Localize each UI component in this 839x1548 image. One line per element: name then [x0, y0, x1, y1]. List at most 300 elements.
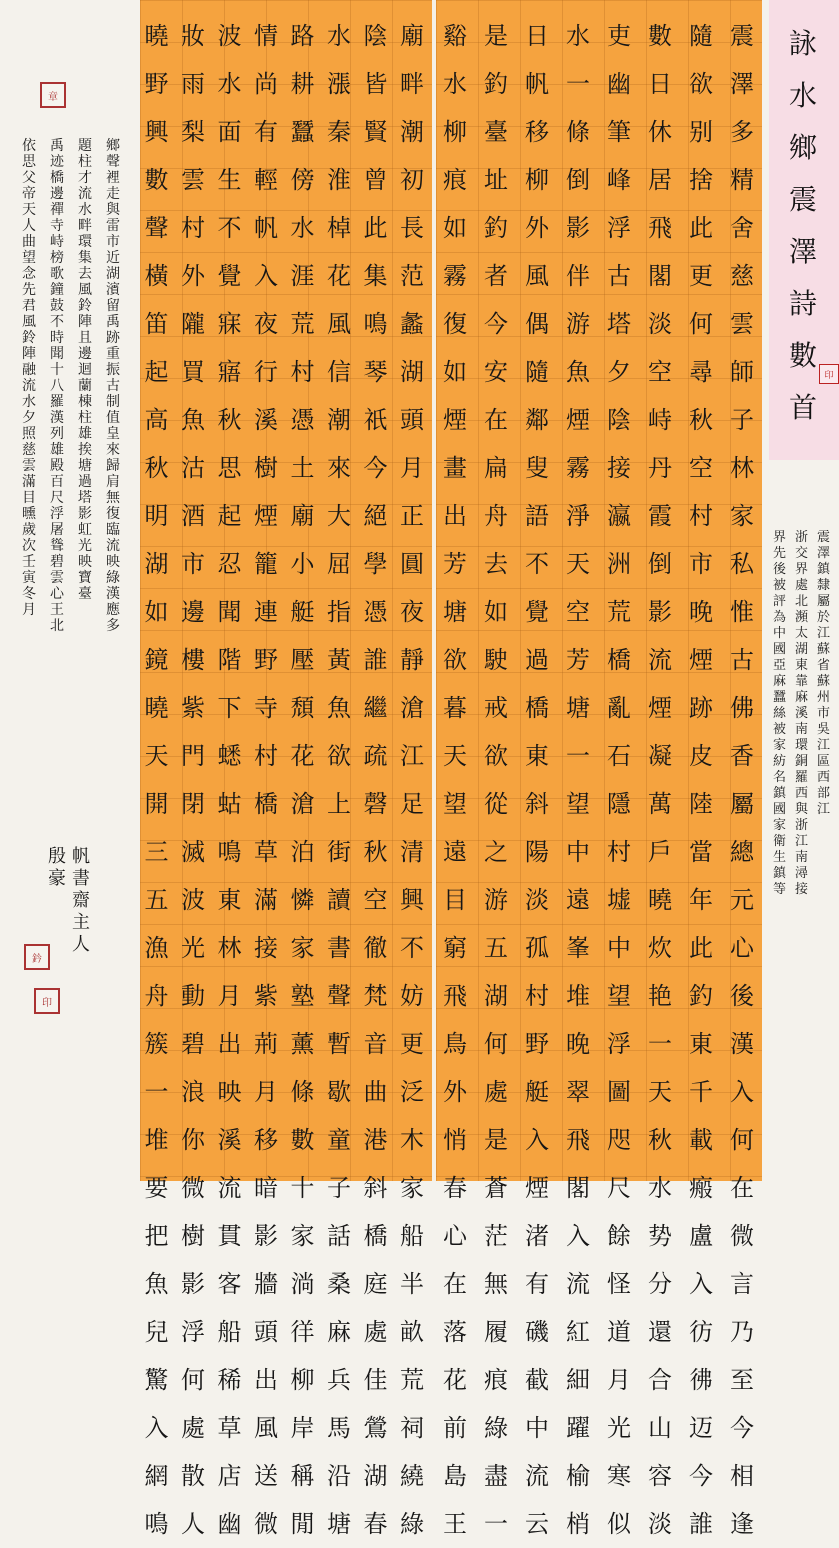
poem-char: 望	[607, 982, 631, 1010]
poem-char: 淨	[566, 502, 590, 530]
right-note-char: 亞	[773, 658, 787, 673]
left-note-char: 留	[106, 298, 120, 314]
right-note-char: 衛	[773, 834, 787, 849]
left-note-char: 滿	[22, 474, 36, 490]
poem-char: 月	[217, 982, 242, 1010]
poem-char: 居	[648, 166, 672, 194]
poem-char: 翠	[566, 1078, 590, 1106]
poem-char: 湖	[400, 358, 424, 386]
poem-char: 滄	[290, 790, 315, 818]
right-note-char: 國	[773, 642, 787, 657]
poem-char: 躍	[566, 1414, 590, 1442]
left-note-char: 目	[22, 490, 36, 506]
poem-char: 安	[484, 358, 508, 386]
poem-char: 戶	[648, 838, 672, 866]
poem-char: 高	[144, 406, 169, 434]
poem-char: 日	[648, 70, 672, 98]
left-note-column	[106, 138, 120, 798]
poem-char: 移	[254, 1126, 278, 1154]
poem-char: 梵	[363, 982, 388, 1010]
left-note-char: 映	[78, 554, 92, 570]
main-poem-column	[558, 0, 598, 1538]
poem-char: 墟	[607, 886, 631, 914]
poem-char: 面	[217, 118, 242, 146]
left-note-char: 集	[78, 250, 92, 266]
poem-char: 凝	[648, 742, 672, 770]
poem-char: 村	[607, 838, 631, 866]
poem-char: 影	[648, 598, 672, 626]
left-note-char: 不	[50, 314, 64, 330]
poem-char: 兒	[144, 1318, 169, 1346]
poem-char: 跡	[689, 694, 713, 722]
poem-char: 霞	[648, 502, 672, 530]
poem-char: 林	[217, 934, 242, 962]
poem-char: 師	[730, 358, 754, 386]
poem-char: 賢	[363, 118, 388, 146]
poem-char: 足	[400, 790, 424, 818]
poem-char: 彷	[689, 1318, 713, 1346]
poem-char: 中	[607, 934, 631, 962]
main-poem-column	[722, 0, 762, 1538]
left-note-char: 慈	[22, 442, 36, 458]
poem-char: 流	[566, 1270, 590, 1298]
main-poem-column	[681, 0, 721, 1538]
left-note-char: 橋	[50, 170, 64, 186]
left-note-char: 王	[50, 602, 64, 618]
poem-char: 望	[566, 790, 590, 818]
poem-char: 吏	[607, 22, 631, 50]
main-poem-column	[246, 0, 286, 1538]
poem-char: 雲	[730, 310, 754, 338]
poem-char: 目	[443, 886, 467, 914]
poem-char: 湖	[484, 982, 508, 1010]
poem-char: 店	[217, 1462, 242, 1490]
signature-column	[48, 846, 66, 976]
poem-char: 你	[181, 1126, 205, 1154]
poem-char: 入	[144, 1414, 169, 1442]
poem-char: 隨	[689, 22, 713, 50]
poem-char: 話	[327, 1222, 351, 1250]
poem-char: 紅	[566, 1318, 590, 1346]
poem-char: 童	[327, 1126, 351, 1154]
poem-char: 夜	[400, 598, 424, 626]
poem-char: 蠡	[400, 310, 424, 338]
poem-char: 煙	[566, 406, 590, 434]
poem-char: 秋	[648, 1126, 672, 1154]
left-note-char: 雲	[22, 458, 36, 474]
poem-char: 東	[689, 1030, 713, 1058]
poem-char: 繞	[400, 1462, 424, 1490]
poem-char: 佳	[363, 1366, 388, 1394]
right-note-char: 太	[795, 626, 809, 641]
poem-char: 入	[254, 262, 278, 290]
left-note-char: 跡	[106, 330, 120, 346]
poem-char: 覺	[525, 598, 549, 626]
poem-char: 出	[217, 1030, 242, 1058]
poem-char: 祠	[400, 1414, 424, 1442]
poem-char: 倒	[566, 166, 590, 194]
right-note-char: 先	[773, 546, 787, 561]
right-note-char: 生	[773, 850, 787, 865]
right-note-char: 環	[795, 738, 809, 753]
poem-char: 市	[181, 550, 205, 578]
left-note-char: 思	[22, 154, 36, 170]
poem-char: 艇	[290, 598, 315, 626]
left-note-char: 次	[22, 538, 36, 554]
poem-char: 蟋	[217, 742, 242, 770]
poem-char: 東	[525, 742, 549, 770]
poem-char: 舍	[730, 214, 754, 242]
poem-char: 址	[484, 166, 508, 194]
poem-char: 岸	[290, 1414, 315, 1442]
left-note-char: 曛	[22, 506, 36, 522]
poem-char: 興	[144, 118, 169, 146]
poem-char: 磯	[525, 1318, 549, 1346]
left-note-char: 虹	[78, 522, 92, 538]
poem-char: 數	[290, 1126, 315, 1154]
poem-char: 兵	[327, 1366, 351, 1394]
left-note-char: 尺	[50, 490, 64, 506]
poem-char: 潮	[327, 406, 351, 434]
left-note-char: 峙	[50, 234, 64, 250]
left-note-char: 雷	[106, 218, 120, 234]
poem-char: 碧	[181, 1030, 205, 1058]
signature-char: 主	[72, 912, 90, 933]
left-note-char: 臨	[106, 522, 120, 538]
poem-char: 中	[566, 838, 590, 866]
poem-char: 長	[400, 214, 424, 242]
poem-char: 魚	[566, 358, 590, 386]
right-note-char: 蘇	[817, 674, 831, 689]
poem-char: 舟	[144, 982, 169, 1010]
poem-char: 徉	[290, 1318, 315, 1346]
poem-char: 霧	[566, 454, 590, 482]
main-poem-column	[210, 0, 250, 1538]
left-note-char: 邊	[78, 346, 92, 362]
poem-char: 中	[525, 1414, 549, 1442]
left-note-char: 雄	[50, 442, 64, 458]
poem-char: 溪	[217, 1126, 242, 1154]
left-note-char: 湖	[106, 266, 120, 282]
left-note-char: 臺	[78, 586, 92, 602]
poem-char: 尋	[689, 358, 713, 386]
main-poem-column	[319, 0, 359, 1538]
poem-char: 紫	[254, 982, 278, 1010]
poem-char: 庭	[363, 1270, 388, 1298]
poem-char: 不	[400, 934, 424, 962]
poem-char: 聲	[327, 982, 351, 1010]
poem-char: 草	[254, 838, 278, 866]
poem-char: 誰	[363, 646, 388, 674]
poem-char: 港	[363, 1126, 388, 1154]
poem-char: 霧	[443, 262, 467, 290]
poem-char: 木	[400, 1126, 424, 1154]
left-note-char: 寅	[22, 570, 36, 586]
poem-char: 野	[525, 1030, 549, 1058]
poem-char: 接	[254, 934, 278, 962]
poem-char: 流	[217, 1174, 242, 1202]
left-note-char: 過	[78, 474, 92, 490]
left-note-char: 羅	[50, 394, 64, 410]
signature-column	[72, 846, 90, 976]
poem-char: 牆	[254, 1270, 278, 1298]
poem-char: 煙	[648, 694, 672, 722]
poem-char: 壓	[290, 646, 315, 674]
right-note-char: 中	[773, 626, 787, 641]
poem-char: 柳	[443, 118, 467, 146]
poem-char: 接	[607, 454, 631, 482]
poem-char: 水	[443, 70, 467, 98]
poem-char: 語	[525, 502, 549, 530]
poem-char: 花	[327, 262, 351, 290]
left-note-char: 禹	[50, 138, 64, 154]
poem-char: 笛	[144, 310, 169, 338]
poem-char: 洲	[607, 550, 631, 578]
poem-char: 後	[730, 982, 754, 1010]
poem-char: 何	[181, 1366, 205, 1394]
right-note-char: 區	[817, 754, 831, 769]
poem-char: 皆	[363, 70, 388, 98]
poem-char: 淡	[525, 886, 549, 914]
poem-char: 屈	[327, 550, 351, 578]
poem-char: 迈	[689, 1414, 713, 1442]
poem-char: 畔	[400, 70, 424, 98]
poem-char: 起	[217, 502, 242, 530]
left-note-char: 且	[78, 330, 92, 346]
poem-char: 出	[443, 502, 467, 530]
poem-char: 慈	[730, 262, 754, 290]
poem-char: 心	[443, 1222, 467, 1250]
right-note-char: 紡	[773, 754, 787, 769]
left-note-char: 值	[106, 410, 120, 426]
right-note-char: 江	[817, 802, 831, 817]
poem-char: 晚	[689, 598, 713, 626]
poem-char: 一	[144, 1078, 169, 1106]
poem-char: 渚	[525, 1222, 549, 1250]
poem-char: 柳	[290, 1366, 315, 1394]
left-note-char: 歌	[50, 266, 64, 282]
left-note-char: 流	[22, 378, 36, 394]
left-note-char: 復	[106, 506, 120, 522]
poem-char: 悄	[443, 1126, 467, 1154]
signature-char: 殷	[48, 846, 66, 867]
poem-char: 蒼	[484, 1174, 508, 1202]
poem-char: 馬	[327, 1414, 351, 1442]
left-note-char: 流	[106, 538, 120, 554]
poem-char: 入	[730, 1078, 754, 1106]
poem-char: 塘	[566, 694, 590, 722]
poem-char: 送	[254, 1462, 278, 1490]
right-note-char: 處	[795, 578, 809, 593]
poem-char: 妨	[400, 982, 424, 1010]
poem-char: 信	[327, 358, 351, 386]
poem-char: 棹	[327, 214, 351, 242]
poem-char: 湖	[144, 550, 169, 578]
left-note-char: 碧	[50, 554, 64, 570]
poem-char: 興	[400, 886, 424, 914]
poem-char: 繼	[363, 694, 388, 722]
poem-char: 陰	[607, 406, 631, 434]
poem-char: 雨	[181, 70, 205, 98]
poem-char: 生	[217, 166, 242, 194]
left-note-char: 漢	[50, 410, 64, 426]
poem-char: 荒	[400, 1366, 424, 1394]
poem-char: 出	[254, 1366, 278, 1394]
poem-char: 有	[254, 118, 278, 146]
poem-char: 村	[689, 502, 713, 530]
poem-char: 畝	[400, 1318, 424, 1346]
poem-char: 古	[730, 646, 754, 674]
left-note-char: 水	[78, 202, 92, 218]
poem-char: 瘢	[689, 1174, 713, 1202]
poem-char: 開	[144, 790, 169, 818]
poem-char: 淌	[290, 1270, 315, 1298]
left-note-char: 天	[22, 202, 36, 218]
poem-char: 東	[217, 886, 242, 914]
poem-char: 游	[484, 886, 508, 914]
poem-char: 是	[484, 22, 508, 50]
poem-char: 斜	[363, 1174, 388, 1202]
poem-char: 載	[689, 1126, 713, 1154]
poem-char: 淡	[648, 310, 672, 338]
poem-char: 釣	[689, 982, 713, 1010]
left-note-char: 陣	[78, 314, 92, 330]
left-note-char: 月	[22, 602, 36, 618]
poem-char: 流	[525, 1462, 549, 1490]
poem-char: 過	[525, 646, 549, 674]
poem-char: 水	[566, 22, 590, 50]
right-note-char: 鎮	[773, 866, 787, 881]
left-note-char: 風	[78, 282, 92, 298]
poem-char: 在	[484, 406, 508, 434]
poem-char: 疏	[363, 742, 388, 770]
left-note-char: 柱	[78, 154, 92, 170]
left-note-char: 冬	[22, 586, 36, 602]
poem-char: 把	[144, 1222, 169, 1250]
left-note-char: 制	[106, 394, 120, 410]
right-note-char: 鎮	[817, 562, 831, 577]
left-note-char: 迴	[78, 362, 92, 378]
upper-left-seal: 章	[40, 82, 66, 108]
main-poem-column	[640, 0, 680, 1538]
signature-seal-upper: 鈐	[24, 944, 50, 970]
main-poem-column	[517, 0, 557, 1538]
left-note-column	[50, 138, 64, 798]
poem-char: 處	[363, 1318, 388, 1346]
poem-char: 桑	[327, 1270, 351, 1298]
poem-char: 門	[181, 742, 205, 770]
poem-char: 稀	[217, 1366, 242, 1394]
right-note	[761, 530, 839, 990]
signature-seal-lower: 印	[34, 988, 60, 1014]
poem-char: 偶	[525, 310, 549, 338]
poem-char: 圖	[607, 1078, 631, 1106]
poem-char: 客	[217, 1270, 242, 1298]
poem-char: 多	[730, 118, 754, 146]
poem-char: 聞	[217, 598, 242, 626]
poem-char: 芳	[566, 646, 590, 674]
poem-char: 酒	[181, 502, 205, 530]
poem-char: 履	[484, 1318, 508, 1346]
right-note-char: 等	[773, 882, 787, 897]
left-note-char: 裡	[106, 170, 120, 186]
poem-char: 磬	[363, 790, 388, 818]
poem-char: 涯	[290, 262, 315, 290]
poem-char: 映	[217, 1078, 242, 1106]
poem-char: 幽	[217, 1510, 242, 1538]
poem-char: 如	[443, 214, 467, 242]
left-note-char: 雲	[50, 570, 64, 586]
poem-char: 一	[566, 742, 590, 770]
main-poem-panel	[140, 0, 762, 1538]
poem-char: 怪	[607, 1270, 631, 1298]
poem-char: 綠	[484, 1414, 508, 1442]
poem-char: 寤	[217, 358, 242, 386]
poem-char: 外	[525, 214, 549, 242]
poem-char: 處	[181, 1414, 205, 1442]
poem-char: 子	[327, 1174, 351, 1202]
left-note-char: 聞	[50, 346, 64, 362]
poem-char: 月	[400, 454, 424, 482]
poem-char: 之	[484, 838, 508, 866]
poem-char: 香	[730, 742, 754, 770]
poem-char: 家	[290, 934, 315, 962]
poem-char: 遠	[566, 886, 590, 914]
left-note-char: 鐘	[50, 282, 64, 298]
poem-char: 憐	[290, 886, 315, 914]
left-note-char: 走	[106, 186, 120, 202]
poem-char: 山	[648, 1414, 672, 1442]
poem-char: 空	[648, 358, 672, 386]
poem-char: 月	[254, 1078, 278, 1106]
left-note-char: 皇	[106, 426, 120, 442]
title-char: 水	[788, 79, 817, 112]
right-note-char: 交	[795, 546, 809, 561]
poem-char: 堆	[566, 982, 590, 1010]
poem-char: 耕	[290, 70, 315, 98]
poem-char: 駛	[484, 646, 508, 674]
right-note-char: 國	[773, 802, 787, 817]
poem-char: 千	[689, 1078, 713, 1106]
poem-char: 容	[648, 1462, 672, 1490]
poem-char: 學	[363, 550, 388, 578]
right-note-char: 吳	[817, 722, 831, 737]
poem-char: 五	[484, 934, 508, 962]
poem-char: 秋	[689, 406, 713, 434]
poem-char: 皮	[689, 742, 713, 770]
poem-char: 天	[144, 742, 169, 770]
left-note-char: 流	[78, 186, 92, 202]
poem-char: 細	[566, 1366, 590, 1394]
poem-char: 上	[327, 790, 351, 818]
poem-char: 人	[181, 1510, 205, 1538]
right-note-char: 鎮	[773, 786, 787, 801]
left-note-char: 壬	[22, 554, 36, 570]
left-note-char: 浮	[50, 506, 64, 522]
poem-char: 閣	[648, 262, 672, 290]
right-note-char: 部	[817, 786, 831, 801]
right-note-char: 市	[817, 706, 831, 721]
poem-char: 塔	[607, 310, 631, 338]
left-note-char: 曲	[22, 234, 36, 250]
poem-char: 逢	[730, 1510, 754, 1538]
poem-char: 圓	[400, 550, 424, 578]
poem-char: 風	[327, 310, 351, 338]
poem-char: 暮	[443, 694, 467, 722]
poem-char: 風	[525, 262, 549, 290]
poem-char: 頭	[400, 406, 424, 434]
poem-char: 音	[363, 1030, 388, 1058]
